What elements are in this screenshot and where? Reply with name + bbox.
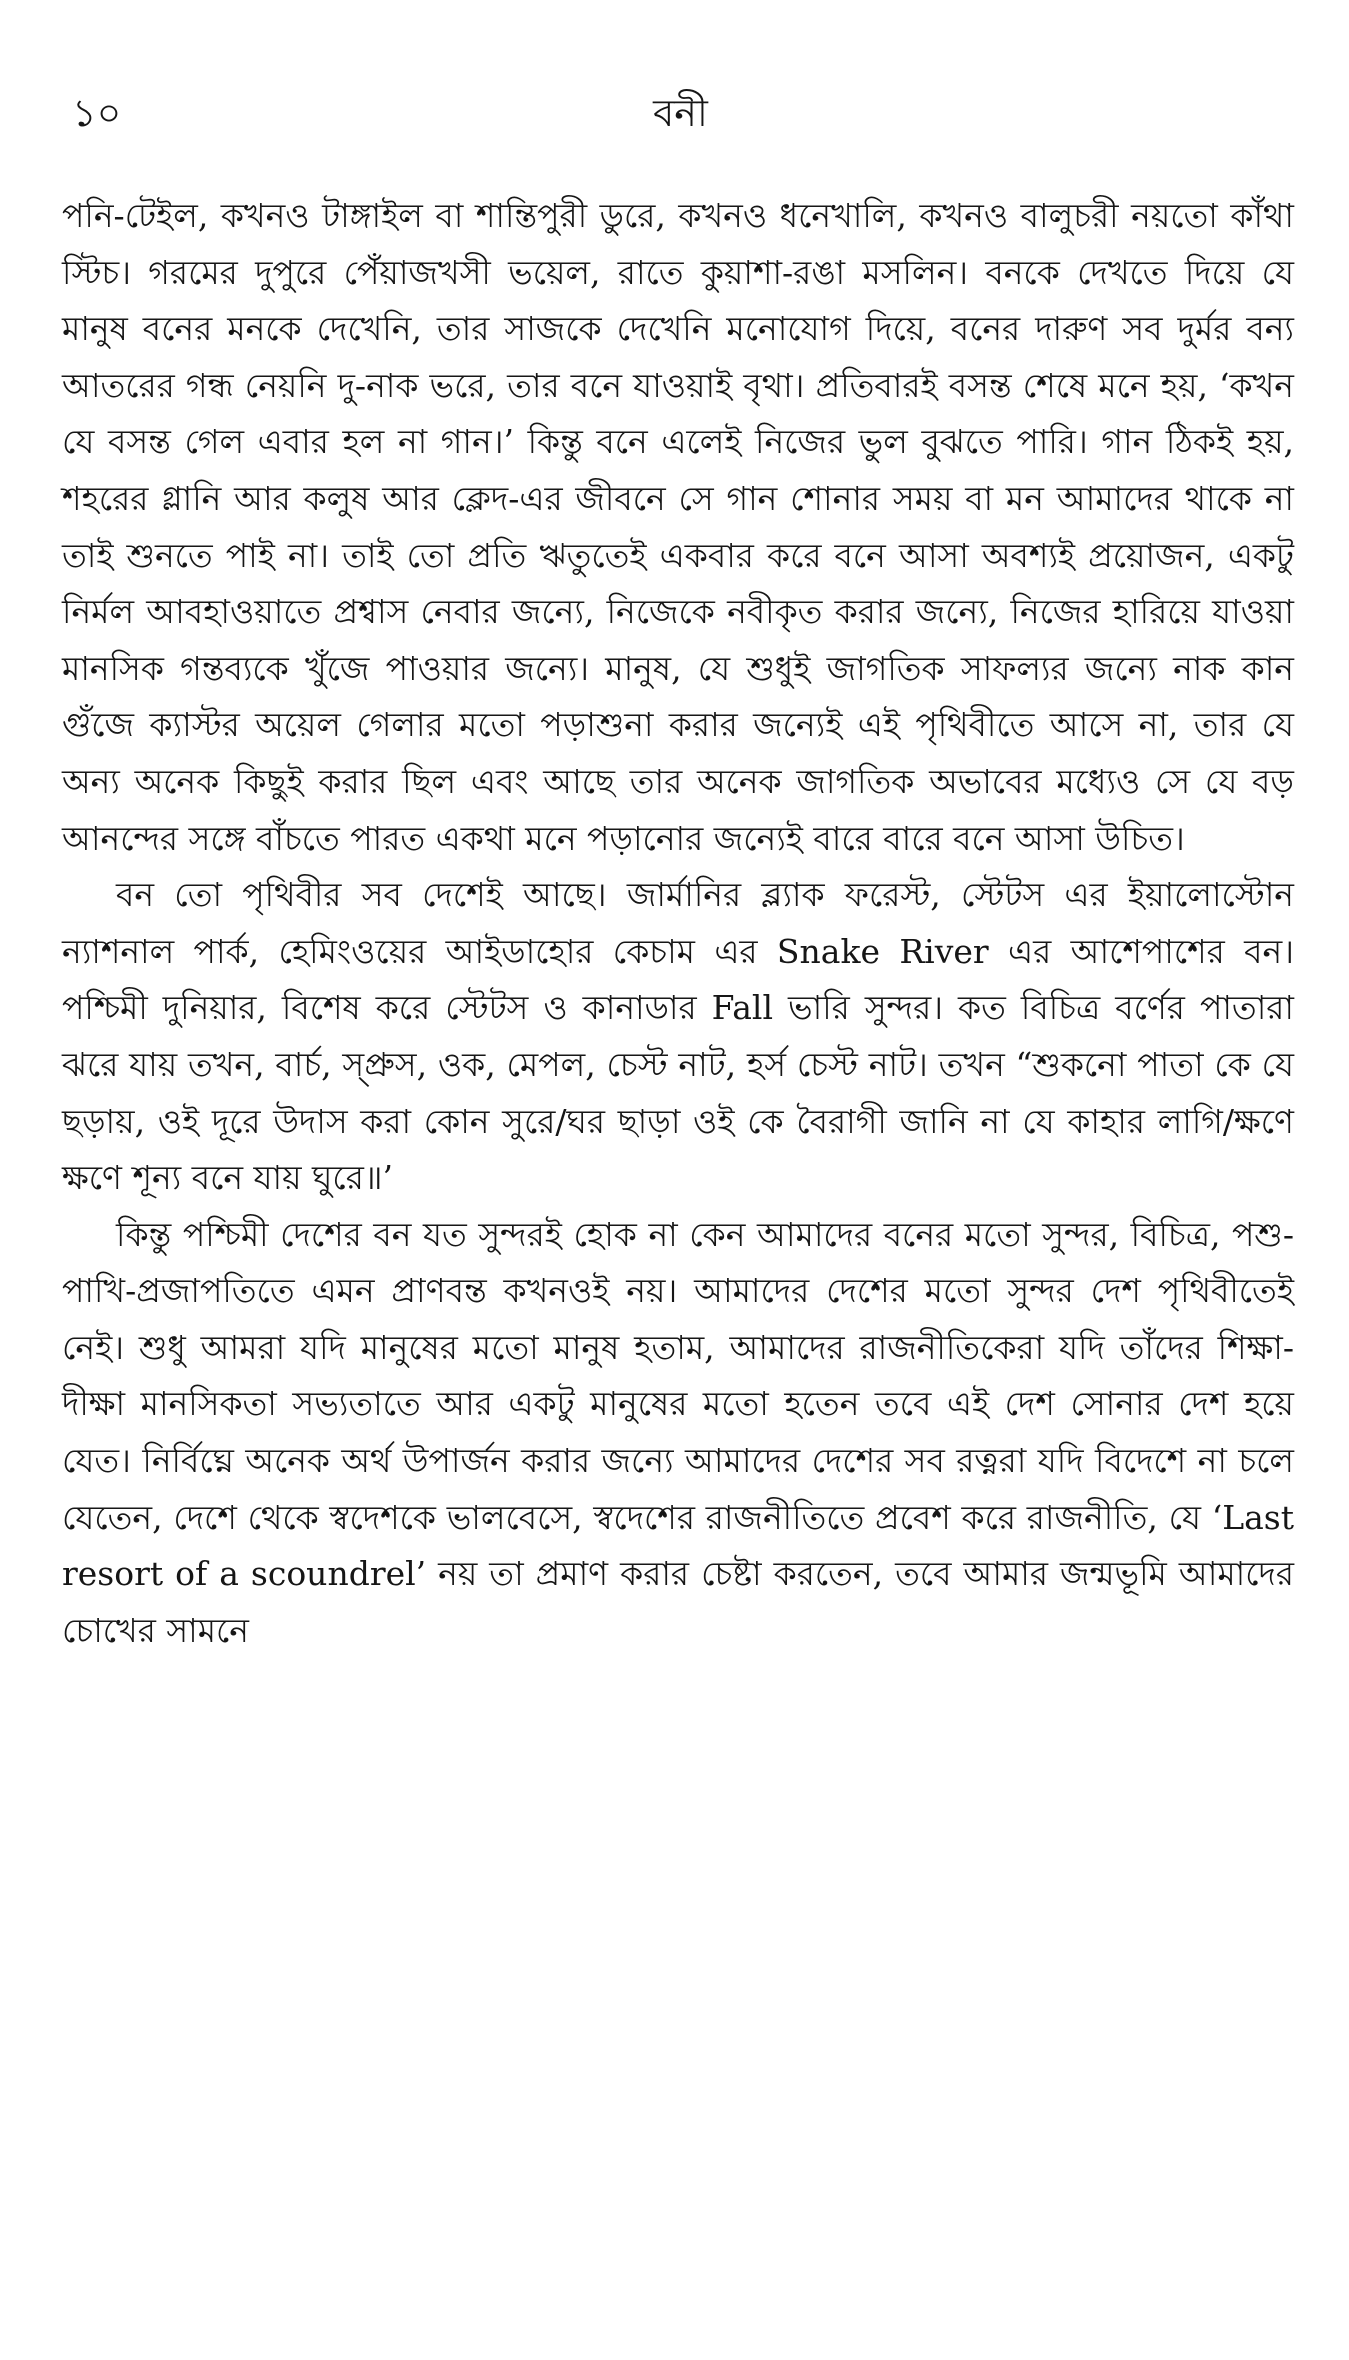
- paragraph-3: কিন্তু পশ্চিমী দেশের বন যত সুন্দরই হোক না কেন আমাদের বনের মতো সুন্দর, বিচিত্র, পশু-পাখি-প্রজাপতিতে এমন প্রাণবন্ত কখনওই নয়। আমাদের দেশের মতো সুন্দর দেশ পৃথিবীতেই নেই। শুধু আমরা যদি মানুষের মতো মানুষ হতাম, আমাদের রাজনীতিকেরা যদি তাঁদের শিক্ষা-দীক্ষা মানসিকতা সভ্যতাতে আর একটু মানুষের মতো হতেন তবে এই দেশ সোনার দেশ হয়ে যেত। নির্বিঘ্নে অনেক অর্থ উপার্জন করার জন্যে আমাদের দেশের সব রত্নরা যদি বিদেশে না চলে যেতেন, দেশে থেকে স্বদেশকে ভালবেসে, স্বদেশের রাজনীতিতে প্রবেশ করে রাজনীতি, যে ‘Last resort of a scoundrel’ নয় তা প্রমাণ করার চেষ্টা করতেন, তবে আমার জন্মভূমি আমাদের চোখের সামনে: [62, 1214, 1294, 1650]
- paragraph-2: বন তো পৃথিবীর সব দেশেই আছে। জার্মানির ব্ল্যাক ফরেস্ট, স্টেটস এর ইয়ালোস্টোন ন্যাশনাল পার্ক, হেমিংওয়ের আইডাহোর কেচাম এর Snake River এর আশেপাশের বন। পশ্চিমী দুনিয়ার, বিশেষ করে স্টেটস ও কানাডার Fall ভারি সুন্দর। কত বিচিত্র বর্ণের পাতারা ঝরে যায় তখন, বার্চ, স্প্রুস, ওক, মেপল, চেস্ট নাট, হর্স চেস্ট নাট। তখন “শুকনো পাতা কে যে ছড়ায়, ওই দূরে উদাস করা কোন সুরে/ঘর ছাড়া ওই কে বৈরাগী জানি না যে কাহার লাগি/ক্ষণে ক্ষণে শূন্য বনে যায় ঘুরে॥’: [62, 875, 1294, 1198]
- page-number: ১০: [72, 91, 122, 135]
- paragraph-1: পনি-টেইল, কখনও টাঙ্গাইল বা শান্তিপুরী ডুরে, কখনও ধনেখালি, কখনও বালুচরী নয়তো কাঁথা স্টিচ। গরমের দুপুরে পেঁয়াজখসী ভয়েল, রাতে কুয়াশা-রঙা মসলিন। বনকে দেখতে দিয়ে যে মানুষ বনের মনকে দেখেনি, তার সাজকে দেখেনি মনোযোগ দিয়ে, বনের দারুণ সব দুর্মর বন্য আতরের গন্ধ নেয়নি দু-নাক ভরে, তার বনে যাওয়াই বৃথা। প্রতিবারই বসন্ত শেষে মনে হয়, ‘কখন যে বসন্ত গেল এবার হল না গান।’ কিন্তু বনে এলেই নিজের ভুল বুঝতে পারি। গান ঠিকই হয়, শহরের গ্লানি আর কলুষ আর ক্লেদ-এর জীবনে সে গান শোনার সময় বা মন আমাদের থাকে না তাই শুনতে পাই না। তাই তো প্রতি ঋতুতেই একবার করে বনে আসা অবশ্যই প্রয়োজন, একটু নির্মল আবহাওয়াতে প্রশ্বাস নেবার জন্যে, নিজেকে নবীকৃত করার জন্যে, নিজের হারিয়ে যাওয়া মানসিক গন্তব্যকে খুঁজে পাওয়ার জন্যে। মানুষ, যে শুধুই জাগতিক সাফল্যর জন্যে নাক কান গুঁজে ক্যাস্টর অয়েল গেলার মতো পড়াশুনা করার জন্যেই এই পৃথিবীতে আসে না, তার যে অন্য অনেক কিছুই করার ছিল এবং আছে তার অনেক জাগতিক অভাবের মধ্যেও সে যে বড় আনন্দের সঙ্গে বাঁচতে পারত একথা মনে পড়ানোর জন্যেই বারে বারে বনে আসা উচিত।: [62, 196, 1294, 858]
- running-header: [72, 88, 1289, 148]
- running-title: বনী: [653, 91, 708, 135]
- body-text: [62, 188, 1294, 1659]
